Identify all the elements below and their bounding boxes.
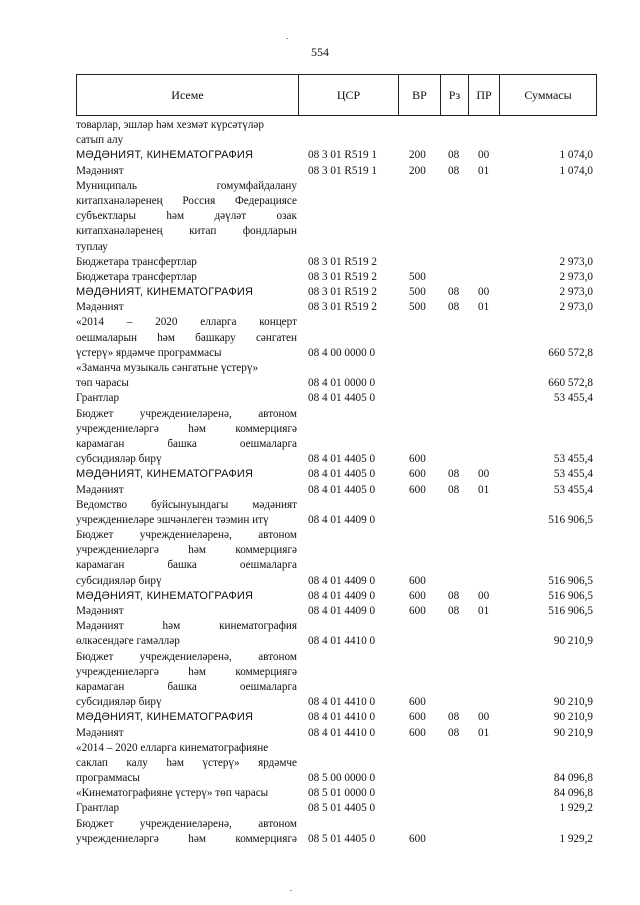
table-row xyxy=(76,817,597,832)
row-name-word: Россия xyxy=(182,194,216,207)
row-name-word: Бюджет xyxy=(76,529,114,542)
table-row xyxy=(76,240,597,255)
row-name: Грантлар xyxy=(76,802,120,815)
row-name xyxy=(76,179,297,194)
table-row xyxy=(76,376,597,391)
row-sum: 2 973,0 xyxy=(559,301,593,314)
row-name-word: учреждениеләренә, xyxy=(139,529,232,542)
row-sum: 516 906,5 xyxy=(548,513,593,526)
row-name xyxy=(76,619,297,634)
row-csr: 08 4 01 4410 0 xyxy=(308,711,376,724)
row-csr: 08 3 01 R519 1 xyxy=(308,149,377,162)
row-csr: 08 3 01 R519 2 xyxy=(308,301,377,314)
row-name-word: учреждениеләренә, xyxy=(139,407,232,420)
row-name xyxy=(76,331,297,346)
row-name xyxy=(76,756,297,771)
table-row xyxy=(76,543,597,558)
row-sum: 2 973,0 xyxy=(559,270,593,283)
table-row xyxy=(76,437,597,452)
row-name-word: буйсынуындагы xyxy=(151,498,229,511)
row-rz: 08 xyxy=(448,301,460,314)
row-vr: 600 xyxy=(409,468,426,481)
table-row xyxy=(76,771,597,786)
row-name: туплау xyxy=(76,240,108,253)
table-row xyxy=(76,315,597,330)
row-name: Мәдәният xyxy=(76,726,124,739)
row-name: Мәдәният xyxy=(76,164,124,177)
row-csr: 08 4 01 4410 0 xyxy=(308,726,376,739)
row-name: Мәдәният xyxy=(76,483,124,496)
table-header xyxy=(76,74,597,116)
row-name xyxy=(76,315,297,330)
table-row xyxy=(76,650,597,665)
row-sum: 1 074,0 xyxy=(559,164,593,177)
row-csr: 08 3 01 R519 2 xyxy=(308,255,377,268)
row-name: субсидияләр бирү xyxy=(76,696,162,709)
row-csr: 08 3 01 R519 1 xyxy=(308,164,377,177)
row-name-word: китапханәләренең xyxy=(76,194,163,207)
header-rz: Рз xyxy=(440,75,468,115)
row-rz: 08 xyxy=(448,149,460,162)
row-name: МӘДӘНИЯТ, КИНЕМАТОГРАФИЯ xyxy=(76,149,254,162)
table-row xyxy=(76,407,597,422)
row-csr: 08 4 01 4409 0 xyxy=(308,605,376,617)
row-sum: 90 210,9 xyxy=(553,726,593,739)
row-pr: 00 xyxy=(478,711,490,724)
row-pr: 01 xyxy=(478,301,490,314)
row-name-word: оешмаларга xyxy=(239,437,297,450)
row-csr: 08 4 01 4409 0 xyxy=(308,589,376,602)
row-name xyxy=(76,498,297,513)
row-name xyxy=(76,422,297,437)
row-name-word: сәнгатен xyxy=(255,331,297,344)
row-csr: 08 5 01 4405 0 xyxy=(308,802,376,815)
row-name-word: башка xyxy=(167,680,197,693)
row-csr: 08 4 01 4410 0 xyxy=(308,696,376,709)
row-name-word: китап xyxy=(189,225,217,238)
table-row xyxy=(76,695,597,710)
row-name xyxy=(76,209,297,224)
row-name-word: карамаган xyxy=(76,680,125,693)
row-name xyxy=(76,194,297,209)
table-row xyxy=(76,756,597,771)
table-row xyxy=(76,346,597,361)
row-name: «2014 – 2020 елларга кинематографияне xyxy=(76,741,269,754)
row-name-word: учреждениеләренә, xyxy=(139,650,232,663)
table-row xyxy=(76,726,597,741)
row-name: МӘДӘНИЯТ, КИНЕМАТОГРАФИЯ xyxy=(76,589,254,602)
table-row xyxy=(76,331,597,346)
row-sum: 84 096,8 xyxy=(553,787,593,800)
row-pr: 01 xyxy=(478,164,490,177)
row-name: сатып алу xyxy=(76,134,124,147)
page-number: 554 xyxy=(311,45,329,59)
row-name-word: концерт xyxy=(259,316,297,329)
row-name: МӘДӘНИЯТ, КИНЕМАТОГРАФИЯ xyxy=(76,468,254,481)
scan-speck xyxy=(286,38,288,39)
row-name-word: автоном xyxy=(258,407,297,420)
row-rz: 08 xyxy=(448,726,460,739)
table-row xyxy=(76,801,597,816)
row-sum: 53 455,4 xyxy=(553,392,593,405)
row-vr: 600 xyxy=(409,574,426,587)
table-row xyxy=(76,680,597,695)
row-name-word: гомумфайдалану xyxy=(216,179,297,192)
row-sum: 53 455,4 xyxy=(553,468,593,481)
row-name-word: автоном xyxy=(258,529,297,542)
header-vr: ВР xyxy=(398,75,440,115)
row-name: МӘДӘНИЯТ, КИНЕМАТОГРАФИЯ xyxy=(76,286,254,299)
row-pr: 00 xyxy=(478,468,490,481)
row-vr: 600 xyxy=(409,589,426,602)
header-name: Исеме xyxy=(171,87,204,102)
table-row xyxy=(76,164,597,179)
row-name-word: Ведомство xyxy=(76,498,128,511)
row-name-word: фондларын xyxy=(242,225,297,238)
row-name: программасы xyxy=(76,772,140,785)
table-body xyxy=(76,118,597,847)
row-name: төп чарасы xyxy=(76,377,129,390)
row-name-word: «2014 xyxy=(76,316,104,329)
row-name-word: һәм xyxy=(162,620,181,633)
row-sum: 53 455,4 xyxy=(553,483,593,496)
row-name-word: озак xyxy=(276,210,297,223)
row-name: үстерү» ярдәмче программасы xyxy=(76,346,222,359)
table-row xyxy=(76,634,597,649)
row-name: Мәдәният xyxy=(76,301,124,314)
table-row xyxy=(76,209,597,224)
row-name: өлкәсендәге гамәлләр xyxy=(76,635,180,648)
row-pr: 00 xyxy=(478,286,490,299)
row-name: учреждениеләре эшчәнлеген тәэмин итү xyxy=(76,513,269,526)
row-name xyxy=(76,543,297,558)
row-csr: 08 4 01 4405 0 xyxy=(308,453,376,466)
row-name-word: оешмаларын xyxy=(76,331,138,344)
row-name-word: елларга xyxy=(200,316,237,329)
row-csr: 08 4 01 0000 0 xyxy=(308,377,376,390)
header-pr: ПР xyxy=(468,75,499,115)
row-vr: 600 xyxy=(409,605,426,617)
row-name xyxy=(76,680,297,695)
row-vr: 600 xyxy=(409,453,426,466)
row-csr: 08 5 00 0000 0 xyxy=(308,772,376,785)
table-row xyxy=(76,710,597,725)
table-row xyxy=(76,133,597,148)
row-vr: 500 xyxy=(409,270,426,283)
row-name-word: карамаган xyxy=(76,559,125,572)
row-name-word: Муниципаль xyxy=(76,179,137,192)
row-vr: 500 xyxy=(409,301,426,314)
row-name-word: мәдәният xyxy=(252,498,297,511)
table-row xyxy=(76,422,597,437)
row-rz: 08 xyxy=(448,589,460,602)
row-vr: 200 xyxy=(409,164,426,177)
row-csr: 08 4 01 4405 0 xyxy=(308,392,376,405)
row-name: Бюджетара трансфертлар xyxy=(76,270,197,283)
row-name-word: китапханәләренең xyxy=(76,225,163,238)
header-sum: Суммасы xyxy=(499,75,596,115)
table-row xyxy=(76,179,597,194)
table-row xyxy=(76,604,597,619)
row-sum: 1 929,2 xyxy=(559,832,593,845)
table-row xyxy=(76,255,597,270)
row-name-word: учреждениеләргә xyxy=(76,832,159,845)
row-vr: 600 xyxy=(409,711,426,724)
row-name-word: учреждениеләргә xyxy=(76,544,159,557)
row-name-word: субъектлары xyxy=(76,210,136,223)
table-row xyxy=(76,498,597,513)
row-name-word: башка xyxy=(167,437,197,450)
row-vr: 600 xyxy=(409,483,426,496)
row-name-word: һәм xyxy=(166,210,185,223)
row-name-word: коммерциягә xyxy=(235,544,297,557)
table-row xyxy=(76,361,597,376)
row-sum: 516 906,5 xyxy=(548,574,593,587)
row-name-word: дәүләт xyxy=(214,210,247,223)
row-name-word: автоном xyxy=(258,650,297,663)
row-csr: 08 4 01 4409 0 xyxy=(308,574,376,587)
row-name-word: коммерциягә xyxy=(235,665,297,678)
row-name-word: ярдәмче xyxy=(258,756,297,769)
row-name-word: башка xyxy=(167,559,197,572)
row-csr: 08 5 01 4405 0 xyxy=(308,832,376,845)
row-name-word: Бюджет xyxy=(76,407,114,420)
row-name-word: коммерциягә xyxy=(235,832,297,845)
row-name: «Заманча музыкаль сәнгатьне үстерү» xyxy=(76,362,259,374)
row-pr: 01 xyxy=(478,726,490,739)
row-rz: 08 xyxy=(448,286,460,299)
row-name-word: коммерциягә xyxy=(235,422,297,435)
row-name-word: һәм xyxy=(188,544,206,557)
table-row xyxy=(76,786,597,801)
row-name xyxy=(76,224,297,239)
row-sum: 2 973,0 xyxy=(559,255,593,268)
table-row xyxy=(76,285,597,300)
table-row xyxy=(76,270,597,285)
table-row xyxy=(76,741,597,756)
row-name-word: автоном xyxy=(258,817,297,830)
row-sum: 1 929,2 xyxy=(559,802,593,815)
row-name: товарлар, эшләр һәм хезмәт күрсәтүләр xyxy=(76,119,264,131)
row-name-word: оешмаларга xyxy=(239,559,297,572)
row-name-word: Бюджет xyxy=(76,650,114,663)
row-name xyxy=(76,650,297,665)
row-name-word: Федерациясе xyxy=(234,194,297,207)
row-sum: 516 906,5 xyxy=(548,605,593,617)
row-vr: 600 xyxy=(409,726,426,739)
row-name-word: Мәдәният xyxy=(76,620,124,633)
table-row xyxy=(76,589,597,604)
row-sum: 516 906,5 xyxy=(548,589,593,602)
table-row xyxy=(76,224,597,239)
row-csr: 08 4 01 4409 0 xyxy=(308,513,376,526)
row-name-word: башкару xyxy=(195,331,236,344)
row-sum: 1 074,0 xyxy=(559,149,593,162)
row-name xyxy=(76,558,297,573)
table-row xyxy=(76,574,597,589)
row-name xyxy=(76,407,297,422)
row-vr: 600 xyxy=(409,696,426,709)
row-name-word: Бюджет xyxy=(76,817,114,830)
row-name-word: саклап xyxy=(76,756,108,769)
row-name xyxy=(76,665,297,680)
table-row xyxy=(76,391,597,406)
row-name: «Кинематографияне үстерү» төп чарасы xyxy=(76,787,269,800)
row-sum: 90 210,9 xyxy=(553,711,593,724)
row-sum: 90 210,9 xyxy=(553,635,593,648)
row-name-word: һәм xyxy=(157,331,175,344)
row-sum: 84 096,8 xyxy=(553,772,593,785)
row-name-word: оешмаларга xyxy=(239,680,297,693)
row-sum: 2 973,0 xyxy=(559,286,593,299)
row-csr: 08 4 01 4405 0 xyxy=(308,483,376,496)
row-name xyxy=(76,817,297,832)
row-name xyxy=(76,832,297,847)
row-name-word: калу xyxy=(126,756,148,769)
table-row xyxy=(76,452,597,467)
row-pr: 01 xyxy=(478,605,490,617)
row-pr: 00 xyxy=(478,149,490,162)
row-pr: 00 xyxy=(478,589,490,602)
row-name-word: һәм xyxy=(188,422,206,435)
row-name: субсидияләр бирү xyxy=(76,574,162,587)
table-row xyxy=(76,513,597,528)
row-rz: 08 xyxy=(448,483,460,496)
table-row xyxy=(76,194,597,209)
row-csr: 08 3 01 R519 2 xyxy=(308,270,377,283)
row-name: Мәдәният xyxy=(76,605,124,617)
row-name xyxy=(76,437,297,452)
row-csr: 08 4 00 0000 0 xyxy=(308,346,376,359)
row-rz: 08 xyxy=(448,605,460,617)
row-name-word: кинематография xyxy=(219,620,297,633)
row-rz: 08 xyxy=(448,468,460,481)
table-row xyxy=(76,300,597,315)
row-rz: 08 xyxy=(448,711,460,724)
row-csr: 08 5 01 0000 0 xyxy=(308,787,376,800)
row-name: Грантлар xyxy=(76,392,120,405)
row-name-word: һәм xyxy=(166,756,184,769)
row-sum: 90 210,9 xyxy=(553,696,593,709)
row-rz: 08 xyxy=(448,164,460,177)
row-name-word: карамаган xyxy=(76,437,125,450)
row-name-word: – xyxy=(126,316,133,329)
row-name-word: һәм xyxy=(188,832,206,845)
row-name-word: 2020 xyxy=(155,316,178,329)
row-name: Бюджетара трансфертлар xyxy=(76,255,197,268)
row-name-word: учреждениеләргә xyxy=(76,422,159,435)
table-row xyxy=(76,558,597,573)
table-row xyxy=(76,483,597,498)
row-vr: 500 xyxy=(409,286,426,299)
row-vr: 600 xyxy=(409,832,426,845)
scan-speck xyxy=(290,890,292,891)
row-vr: 200 xyxy=(409,149,426,162)
row-csr: 08 3 01 R519 2 xyxy=(308,286,377,299)
header-csr: ЦСР xyxy=(298,75,398,115)
row-sum: 660 572,8 xyxy=(548,346,593,359)
table-row xyxy=(76,118,597,133)
row-pr: 01 xyxy=(478,483,490,496)
row-name xyxy=(76,528,297,543)
row-sum: 660 572,8 xyxy=(548,377,593,390)
table-row xyxy=(76,148,597,163)
table-row xyxy=(76,665,597,680)
row-name: субсидияләр бирү xyxy=(76,453,162,466)
row-name-word: учреждениеләренә, xyxy=(139,817,232,830)
table-row xyxy=(76,467,597,482)
row-csr: 08 4 01 4405 0 xyxy=(308,468,376,481)
row-csr: 08 4 01 4410 0 xyxy=(308,635,376,648)
table-row xyxy=(76,619,597,634)
table-row xyxy=(76,832,597,847)
row-name-word: һәм xyxy=(188,665,206,678)
row-name-word: учреждениеләргә xyxy=(76,665,159,678)
table-row xyxy=(76,528,597,543)
row-sum: 53 455,4 xyxy=(553,453,593,466)
row-name: МӘДӘНИЯТ, КИНЕМАТОГРАФИЯ xyxy=(76,711,254,724)
row-name-word: үстерү» xyxy=(202,756,240,769)
